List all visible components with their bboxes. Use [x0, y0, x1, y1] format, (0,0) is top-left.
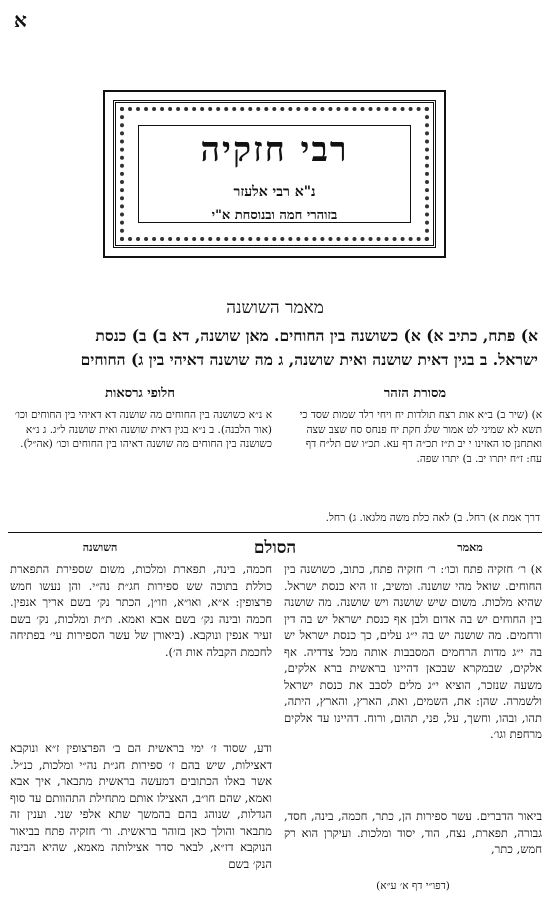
derech-emet: דרך אמת א) רחל. ב) לאה כלת משה מלגאו. ג) רחל.	[325, 512, 540, 524]
section-divider	[8, 532, 542, 533]
print-reference: (דפו״י דף א׳ ע״א)	[376, 880, 450, 892]
maamar-label: מאמר	[457, 541, 483, 554]
sulam-title: הסולם	[253, 538, 297, 558]
frame-border-outer	[113, 100, 436, 248]
masoret-text: א) (שיר ב) ב״א אות רצח תולדות יח ויחי רלד שמות שסד כי תשא לא שמיני לט אמור שלג חקת יח פנחס סח שצב שצה ואתחנן סו האזינו י יב ת״ז תכ״ה דף עא. תכ״ו שם תל״ח דף עח: ז״ח יתרו יב. ב) יתרו שפה.	[299, 409, 542, 465]
chilufei-text: א נ״א כשושנה בין החוחים מה שושנה דא דאיהי בין החוחים וכו׳ (אור הלבנה). ב נ״א בגין דאית שושנה ואית שושנה ל״ג. ג נ״א כשושנה בין החוחים מה שושנה דאיהו בין החוחים וכו׳ (אה״ל).	[14, 409, 272, 450]
masoret-heading: מסורת הזהר	[383, 386, 447, 401]
sulam-left-column: חכמה, בינה, תפארת ומלכות, משום שספירת התפארת כוללת בתוכה שש ספירות חג״ת נה״י. והן נעשו חמש פרצופין: א״א, ואו״א, וזו״ן, הכתר נק׳ בשם אריך אנפין. חכמה ובינה נק׳ בשם אבא ואמא. ת״ת ומלכות, נק׳ בשם זעיר אנפין ונוקבא. (ביאורן של עשר הספירות עי׳ בפתיחה לחכמת הקבלה אות ה׳).	[10, 562, 272, 659]
book-edition: בזוהרי חמה ובנוסחת א"י	[211, 208, 338, 223]
zohar-text-line-1: א) פתח, כתיב א) א) כשושנה בין החוחים. מאן שושנה, דא ב) ב) כנסת	[95, 326, 538, 345]
zohar-text-line-2: ישראל. ב בגין דאית שושנה ואית שושנה, ג מה שושנה דאיהי בין ג) החוחים	[80, 350, 538, 369]
sulam-right-column-2: ביאור הדברים. עשר ספירות הן, כתר, חכמה, בינה, חסד, גבורה, תפארת, נצח, הוד, יסוד ומלכות. ועיקרן הוא רק חמש, כתר,	[284, 809, 542, 856]
maamar-heading: מאמר השושנה	[226, 298, 324, 318]
page-number: א	[14, 8, 27, 32]
sulam-right-column: א) ר׳ חזקיה פתח וכו׳: ר׳ חזקיה פתח, כתוב, כשושנה בין החוחים. שואל מהי שושנה. ומשיב, זו היא כנסת ישראל. שהיא מלכות. משום שיש שושנה ויש שושנה. מה שושנה בין החוחים יש בה אדום ולבן אף כנסת ישראל יש בה דין ורחמים. מה שושנה יש בה י״ג עלים, כך כנסת ישראל יש בה י״ג מדות הרחמים המסבבות אותה מכל צדדיה. אף אלקים, שבמקרא שבכאן דהיינו בראשית ברא אלקים, משעה שנזכר, הוציא י״ג מלים לסבב את כנסת ישראל ולשמרה. שהן: את, השמים, ואת, הארץ, והארץ, היתה, תהו, ובהו, וחשך, על, פני, תהום, ורוח. דהיינו עד אלקים מרחפת וגו׳.	[284, 562, 542, 741]
book-subtitle: נ"א רבי אלעזר	[233, 184, 316, 200]
sulam-left-column-2: ודע, שסוד ז׳ ימי בראשית הם ב׳ הפרצופין ז״א ונוקבא דאצילות, שיש בהם ז׳ ספירות חג״ת נה״י ומלכות, כנ״ל. אשר באלו הכתובים דמעשה בראשית מתבאר, איך אבא ואמא, שהם חו״ב, האצילו אותם מתחילת התהוותם עד סוף הגדלות, שנוהג בהם בהמשך שתא אלפי שני. וענין זה מתבאר והולך כאן בזוהר בראשית. ור׳ חזקיה פתח בביאור הנוקבא דז״א, לבאר סדר אצילותה מאמא, שהיא הבינה הנק׳ בשם	[10, 741, 272, 871]
title-frame	[103, 90, 446, 258]
book-title: רבי חזקיה	[200, 130, 349, 170]
chilufei-heading: חלופי גרסאות	[105, 386, 175, 401]
shoshana-label: השושנה	[82, 541, 118, 554]
